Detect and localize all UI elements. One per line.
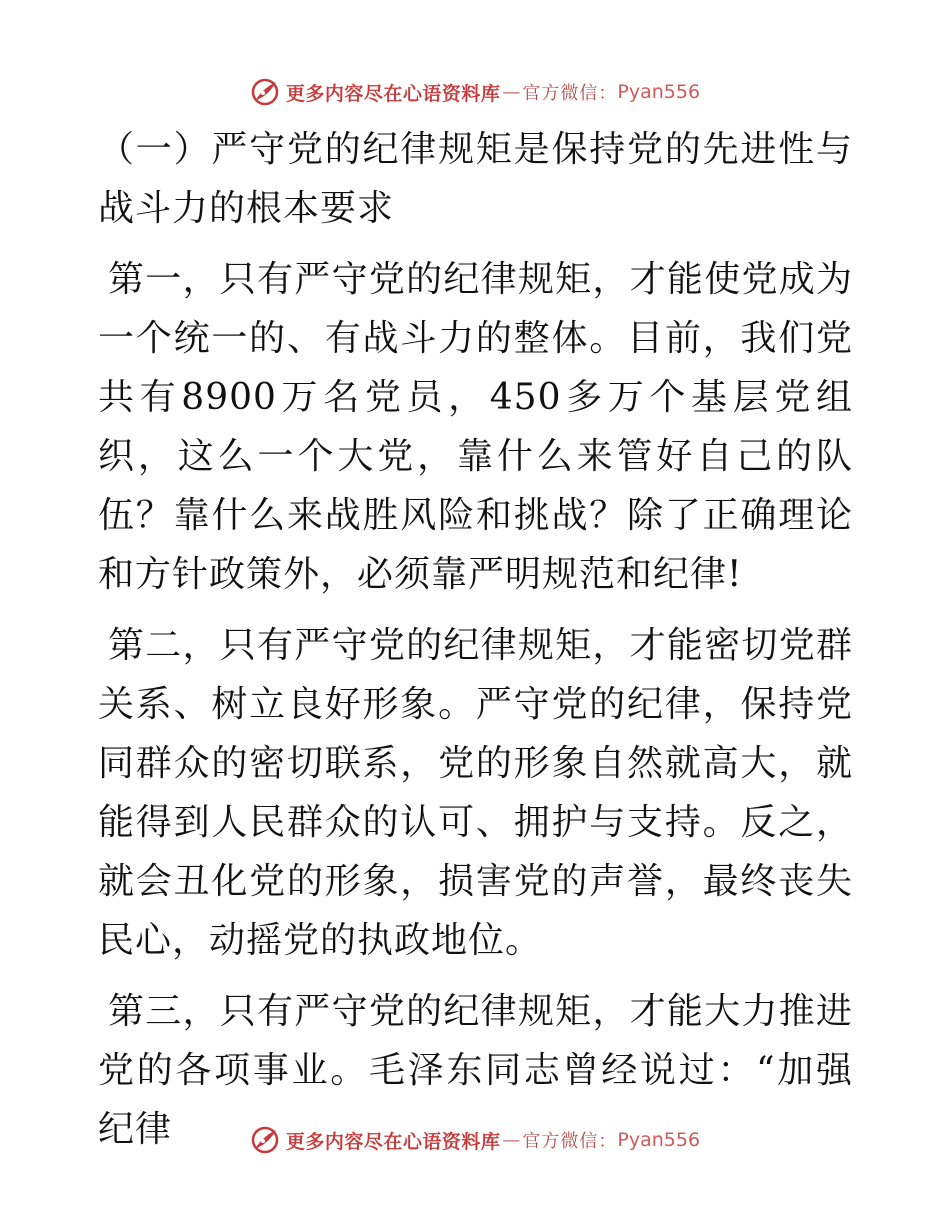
watermark-brand: 更多内容尽在心语资料库 [285,82,501,105]
watermark-wechat-id: Pyan556 [617,1129,701,1151]
section-heading: （一）严守党的纪律规矩是保持党的先进性与战斗力的根本要求 [98,129,853,229]
watermark-footer [0,1120,950,1160]
document-body [98,120,853,1171]
feather-pen-circle-icon [250,77,280,107]
feather-pen-circle-icon [250,1125,280,1155]
watermark-dash: — [502,1129,521,1151]
watermark-official-label: 官方微信： [522,1131,618,1152]
paragraph-third: 第三，只有严守党的纪律规矩，才能大力推进党的各项事业。毛泽东同志曾经说过：“加强纪律 [98,991,853,1150]
watermark-brand: 更多内容尽在心语资料库 [285,1130,501,1153]
watermark-header [0,72,950,112]
watermark-official-label: 官方微信： [522,83,618,104]
watermark-wechat-id: Pyan556 [617,81,701,103]
paragraph-first: 第一，只有严守党的纪律规矩，才能使党成为一个统一的、有战斗力的整体。目前，我们党共有8900万名党员，450多万个基层党组织，这么一个大党，靠什么来管好自己的队伍？靠什么来战胜风险和挑战？除了正确理论和方针政策外，必须靠严明规范和纪律! [98,259,853,595]
watermark-dash: — [502,81,521,103]
paragraph-second: 第二，只有严守党的纪律规矩，才能密切党群关系、树立良好形象。严守党的纪律，保持党同群众的密切联系，党的形象自然就高大，就能得到人民群众的认可、拥护与支持。反之，就会丑化党的形象，损害党的声誉，最终丧失民心，动摇党的执政地位。 [98,625,853,961]
